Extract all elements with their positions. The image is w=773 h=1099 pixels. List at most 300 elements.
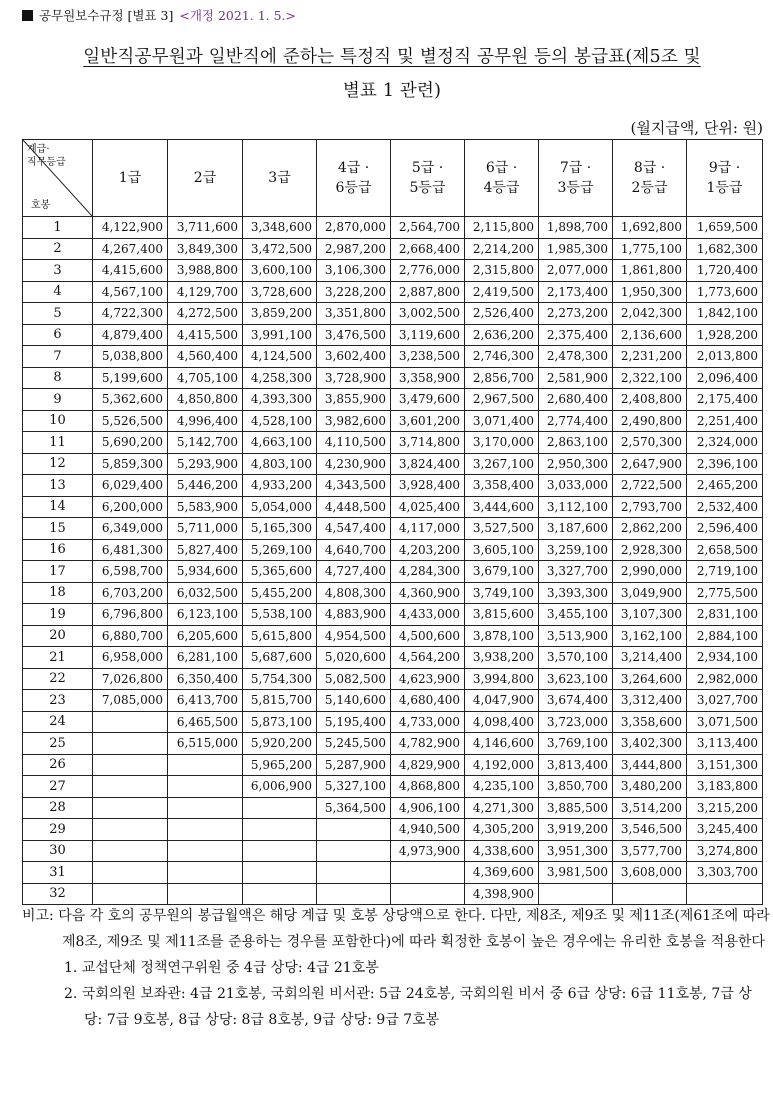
salary-cell: 1,773,600 [687,281,763,303]
step-cell: 6 [23,324,93,346]
table-row [23,324,763,346]
salary-cell: 5,362,600 [93,389,168,411]
salary-cell: 6,413,700 [168,690,243,712]
salary-cell: 3,728,600 [243,281,317,303]
salary-cell [317,883,391,905]
salary-cell: 4,680,400 [391,690,465,712]
salary-cell: 3,815,600 [465,604,539,626]
salary-cell: 4,272,500 [168,303,243,325]
salary-cell: 3,991,100 [243,324,317,346]
table-row [23,281,763,303]
salary-cell [687,883,763,905]
salary-cell: 4,954,500 [317,625,391,647]
salary-cell: 4,393,300 [243,389,317,411]
salary-cell: 5,615,800 [243,625,317,647]
salary-cell: 3,601,200 [391,410,465,432]
salary-cell: 4,305,200 [465,819,539,841]
table-row [23,840,763,862]
salary-cell: 3,444,600 [465,496,539,518]
salary-cell: 2,719,100 [687,561,763,583]
salary-cell: 5,690,200 [93,432,168,454]
step-cell: 14 [23,496,93,518]
salary-cell: 3,859,200 [243,303,317,325]
salary-cell: 3,071,500 [687,711,763,733]
salary-cell: 5,199,600 [93,367,168,389]
salary-cell: 4,122,900 [93,217,168,239]
salary-cell: 3,112,100 [539,496,613,518]
salary-cell: 5,711,000 [168,518,243,540]
salary-cell: 4,448,500 [317,496,391,518]
salary-cell [93,883,168,905]
salary-cell [317,840,391,862]
salary-cell: 4,415,600 [93,260,168,282]
column-header: 7급 · 3등급 [539,140,613,217]
table-row [23,862,763,884]
salary-cell: 4,808,300 [317,582,391,604]
salary-cell: 1,692,800 [613,217,687,239]
step-cell: 12 [23,453,93,475]
salary-cell: 3,514,200 [613,797,687,819]
salary-cell: 4,117,000 [391,518,465,540]
salary-cell: 5,142,700 [168,432,243,454]
salary-cell: 2,870,000 [317,217,391,239]
salary-cell: 2,967,500 [465,389,539,411]
salary-cell: 5,364,500 [317,797,391,819]
salary-cell: 4,192,000 [465,754,539,776]
salary-cell: 2,884,100 [687,625,763,647]
salary-cell: 5,082,500 [317,668,391,690]
amendment-note: <개정 2021. 1. 5.> [179,8,296,23]
step-cell: 16 [23,539,93,561]
salary-cell: 6,006,900 [243,776,317,798]
salary-cell: 2,746,300 [465,346,539,368]
salary-cell: 4,415,500 [168,324,243,346]
salary-cell: 4,547,400 [317,518,391,540]
step-cell: 25 [23,733,93,755]
salary-cell: 4,203,200 [391,539,465,561]
salary-cell: 2,793,700 [613,496,687,518]
salary-cell: 3,049,900 [613,582,687,604]
salary-cell: 6,465,500 [168,711,243,733]
salary-cell [317,819,391,841]
salary-cell: 3,928,400 [391,475,465,497]
salary-cell: 2,077,000 [539,260,613,282]
salary-cell: 3,358,900 [391,367,465,389]
table-row [23,604,763,626]
salary-cell: 1,720,400 [687,260,763,282]
step-cell: 1 [23,217,93,239]
salary-cell: 4,343,500 [317,475,391,497]
salary-cell: 4,940,500 [391,819,465,841]
salary-cell: 4,433,000 [391,604,465,626]
column-header: 2급 [168,140,243,217]
note-item-1: 1. 교섭단체 정책연구위원 중 4급 상당: 4급 21호봉 [64,960,379,976]
salary-cell: 2,982,000 [687,668,763,690]
salary-cell: 3,183,800 [687,776,763,798]
salary-cell: 2,478,300 [539,346,613,368]
salary-cell: 3,027,700 [687,690,763,712]
salary-cell [93,840,168,862]
salary-cell [168,776,243,798]
table-row [23,410,763,432]
salary-cell: 1,861,800 [613,260,687,282]
salary-cell: 6,958,000 [93,647,168,669]
salary-cell: 3,472,500 [243,238,317,260]
salary-cell [539,883,613,905]
remark-text: 비고: 다음 각 호의 공무원의 봉급월액은 해당 계급 및 호봉 상당액으로 한다. 다만, 제8조, 제9조 및 제11조(제61조에 따라 제8조, 제9조 및 제11조를 준용하는 경우를 포함한다)에 따라 획정한 호봉이 높은 경우에는 유리한 호봉을 적용한다 [22,908,770,950]
salary-cell [93,776,168,798]
salary-cell: 5,873,100 [243,711,317,733]
salary-cell: 3,527,500 [465,518,539,540]
salary-cell: 5,269,100 [243,539,317,561]
salary-cell [168,862,243,884]
salary-cell: 4,146,600 [465,733,539,755]
salary-cell: 5,245,500 [317,733,391,755]
salary-cell: 2,831,100 [687,604,763,626]
salary-cell: 4,803,100 [243,453,317,475]
salary-cell: 3,259,100 [539,539,613,561]
salary-cell: 3,982,600 [317,410,391,432]
salary-cell: 4,230,900 [317,453,391,475]
salary-cell: 4,235,100 [465,776,539,798]
salary-cell: 3,393,300 [539,582,613,604]
salary-cell: 5,446,200 [168,475,243,497]
step-cell: 19 [23,604,93,626]
salary-cell: 3,348,600 [243,217,317,239]
page-title [22,40,762,108]
salary-cell: 4,705,100 [168,367,243,389]
salary-cell [93,711,168,733]
column-header: 1급 [93,140,168,217]
salary-cell: 1,842,100 [687,303,763,325]
salary-cell: 3,608,000 [613,862,687,884]
salary-cell: 2,408,800 [613,389,687,411]
salary-cell: 3,215,200 [687,797,763,819]
salary-cell: 3,170,000 [465,432,539,454]
salary-cell: 3,119,600 [391,324,465,346]
salary-cell: 3,358,400 [465,475,539,497]
table-row [23,217,763,239]
table-row [23,883,763,905]
salary-cell: 4,727,400 [317,561,391,583]
step-cell: 10 [23,410,93,432]
salary-cell: 5,827,400 [168,539,243,561]
salary-cell: 3,267,100 [465,453,539,475]
salary-cell [168,797,243,819]
salary-cell: 4,733,000 [391,711,465,733]
salary-cell: 2,136,600 [613,324,687,346]
salary-cell: 2,231,200 [613,346,687,368]
table-header-row [23,140,763,217]
salary-cell [93,754,168,776]
salary-cell: 3,674,400 [539,690,613,712]
table-row [23,819,763,841]
salary-cell: 2,532,400 [687,496,763,518]
salary-cell: 2,668,400 [391,238,465,260]
salary-cell: 3,312,400 [613,690,687,712]
step-cell: 20 [23,625,93,647]
table-row [23,539,763,561]
step-cell: 7 [23,346,93,368]
salary-cell: 6,281,100 [168,647,243,669]
salary-table [22,139,763,905]
salary-cell: 7,026,800 [93,668,168,690]
salary-cell: 2,396,100 [687,453,763,475]
step-cell: 15 [23,518,93,540]
salary-cell: 1,775,100 [613,238,687,260]
salary-cell: 2,775,500 [687,582,763,604]
salary-cell: 4,338,600 [465,840,539,862]
salary-cell: 3,002,500 [391,303,465,325]
step-cell: 24 [23,711,93,733]
salary-cell: 5,287,900 [317,754,391,776]
salary-cell: 1,682,300 [687,238,763,260]
table-row [23,475,763,497]
salary-cell: 5,965,200 [243,754,317,776]
salary-cell: 2,658,500 [687,539,763,561]
salary-cell: 2,251,400 [687,410,763,432]
salary-cell [391,862,465,884]
salary-cell: 5,859,300 [93,453,168,475]
salary-cell: 2,887,800 [391,281,465,303]
salary-cell: 4,829,900 [391,754,465,776]
salary-cell: 5,754,300 [243,668,317,690]
title-line-1: 일반직공무원과 일반직에 준하는 특정직 및 별정직 공무원 등의 봉급표(제5조 및 [83,47,701,67]
step-cell: 9 [23,389,93,411]
salary-cell: 4,284,300 [391,561,465,583]
salary-cell: 3,878,100 [465,625,539,647]
salary-cell: 3,444,800 [613,754,687,776]
salary-cell: 3,623,100 [539,668,613,690]
salary-cell: 4,850,800 [168,389,243,411]
step-cell: 8 [23,367,93,389]
salary-cell: 4,500,600 [391,625,465,647]
salary-cell: 6,796,800 [93,604,168,626]
salary-cell: 2,856,700 [465,367,539,389]
salary-cell: 1,985,300 [539,238,613,260]
salary-cell: 2,465,200 [687,475,763,497]
salary-cell: 4,883,900 [317,604,391,626]
salary-cell: 2,322,100 [613,367,687,389]
table-row [23,582,763,604]
salary-cell: 3,162,100 [613,625,687,647]
table-row [23,561,763,583]
salary-cell: 3,824,400 [391,453,465,475]
salary-cell: 3,749,100 [465,582,539,604]
salary-cell: 4,369,600 [465,862,539,884]
salary-cell: 3,033,000 [539,475,613,497]
salary-cell: 4,360,900 [391,582,465,604]
salary-cell: 6,032,500 [168,582,243,604]
salary-cell: 3,151,300 [687,754,763,776]
table-row [23,389,763,411]
salary-cell: 3,994,800 [465,668,539,690]
salary-cell: 6,481,300 [93,539,168,561]
salary-cell: 2,375,400 [539,324,613,346]
salary-cell [243,883,317,905]
salary-cell: 1,950,300 [613,281,687,303]
salary-cell [391,883,465,905]
salary-cell: 2,934,100 [687,647,763,669]
salary-cell [317,862,391,884]
column-header: 9급 · 1등급 [687,140,763,217]
salary-cell [93,819,168,841]
table-row [23,690,763,712]
salary-cell: 4,640,700 [317,539,391,561]
salary-cell: 3,813,400 [539,754,613,776]
salary-cell: 2,175,400 [687,389,763,411]
salary-cell: 2,950,300 [539,453,613,475]
salary-cell: 1,659,500 [687,217,763,239]
salary-cell: 2,564,700 [391,217,465,239]
salary-cell: 3,951,300 [539,840,613,862]
salary-cell: 2,987,200 [317,238,391,260]
salary-cell: 2,490,800 [613,410,687,432]
unit-note: (월지급액, 단위: 원) [630,119,763,137]
table-row [23,367,763,389]
salary-cell: 5,455,200 [243,582,317,604]
table-row [23,496,763,518]
salary-cell: 6,205,600 [168,625,243,647]
salary-cell: 5,038,800 [93,346,168,368]
step-cell: 30 [23,840,93,862]
salary-cell: 3,605,100 [465,539,539,561]
salary-cell: 2,273,200 [539,303,613,325]
step-cell: 5 [23,303,93,325]
salary-cell: 4,025,400 [391,496,465,518]
salary-cell: 2,526,400 [465,303,539,325]
salary-cell: 4,868,800 [391,776,465,798]
table-row [23,733,763,755]
step-cell: 23 [23,690,93,712]
salary-cell: 2,324,000 [687,432,763,454]
salary-cell: 3,228,200 [317,281,391,303]
salary-cell [243,862,317,884]
salary-cell: 4,110,500 [317,432,391,454]
salary-cell [243,840,317,862]
salary-cell: 5,920,200 [243,733,317,755]
salary-cell: 6,880,700 [93,625,168,647]
salary-cell: 2,680,400 [539,389,613,411]
salary-cell [243,819,317,841]
salary-cell: 3,113,400 [687,733,763,755]
salary-cell: 4,782,900 [391,733,465,755]
salary-cell: 3,714,800 [391,432,465,454]
salary-cell: 5,815,700 [243,690,317,712]
salary-cell: 5,526,500 [93,410,168,432]
salary-cell: 6,123,100 [168,604,243,626]
salary-cell: 4,560,400 [168,346,243,368]
salary-cell: 3,919,200 [539,819,613,841]
salary-cell: 5,365,600 [243,561,317,583]
salary-cell: 3,602,400 [317,346,391,368]
salary-cell: 4,258,300 [243,367,317,389]
salary-cell: 4,528,100 [243,410,317,432]
salary-cell: 4,047,900 [465,690,539,712]
salary-cell: 4,098,400 [465,711,539,733]
step-cell: 28 [23,797,93,819]
salary-cell: 3,769,100 [539,733,613,755]
salary-cell: 3,479,600 [391,389,465,411]
column-header: 5급 · 5등급 [391,140,465,217]
step-cell: 26 [23,754,93,776]
salary-cell: 4,124,500 [243,346,317,368]
step-cell: 4 [23,281,93,303]
salary-cell: 5,195,400 [317,711,391,733]
step-cell: 29 [23,819,93,841]
corner-header-cell [23,140,93,217]
salary-cell: 2,570,300 [613,432,687,454]
step-cell: 13 [23,475,93,497]
table-row [23,754,763,776]
salary-cell: 3,187,600 [539,518,613,540]
salary-cell: 3,885,500 [539,797,613,819]
salary-cell: 7,085,000 [93,690,168,712]
table-row [23,260,763,282]
step-cell: 18 [23,582,93,604]
salary-cell: 1,928,200 [687,324,763,346]
salary-cell: 5,327,100 [317,776,391,798]
table-row [23,647,763,669]
salary-cell: 5,687,600 [243,647,317,669]
step-cell: 11 [23,432,93,454]
salary-cell [168,754,243,776]
salary-cell: 3,480,200 [613,776,687,798]
salary-cell [93,733,168,755]
step-cell: 3 [23,260,93,282]
table-row [23,797,763,819]
salary-cell: 4,906,100 [391,797,465,819]
salary-cell: 4,271,300 [465,797,539,819]
salary-cell: 3,274,800 [687,840,763,862]
salary-cell: 3,981,500 [539,862,613,884]
salary-cell: 6,515,000 [168,733,243,755]
salary-cell: 3,303,700 [687,862,763,884]
salary-cell: 4,623,900 [391,668,465,690]
table-row [23,518,763,540]
corner-top-label: 계급· 직무등급 [27,144,66,168]
salary-cell: 3,327,700 [539,561,613,583]
salary-cell: 5,020,600 [317,647,391,669]
step-cell: 27 [23,776,93,798]
salary-cell: 4,129,700 [168,281,243,303]
salary-cell: 3,723,000 [539,711,613,733]
salary-cell: 2,013,800 [687,346,763,368]
salary-cell: 2,042,300 [613,303,687,325]
column-header: 4급 · 6등급 [317,140,391,217]
salary-cell: 3,600,100 [243,260,317,282]
salary-cell: 3,711,600 [168,217,243,239]
salary-cell: 3,245,400 [687,819,763,841]
salary-cell: 3,106,300 [317,260,391,282]
salary-cell: 2,863,100 [539,432,613,454]
table-row [23,625,763,647]
salary-cell: 4,722,300 [93,303,168,325]
column-header: 8급 · 2등급 [613,140,687,217]
salary-cell: 3,238,500 [391,346,465,368]
salary-cell: 3,264,600 [613,668,687,690]
salary-cell: 2,596,400 [687,518,763,540]
salary-cell: 3,476,500 [317,324,391,346]
salary-cell: 5,538,100 [243,604,317,626]
salary-cell: 2,776,000 [391,260,465,282]
salary-cell: 5,165,300 [243,518,317,540]
salary-cell: 6,200,000 [93,496,168,518]
salary-cell: 4,879,400 [93,324,168,346]
salary-cell: 2,096,400 [687,367,763,389]
header-label: 공무원보수규정 [별표 3] [39,8,174,23]
salary-cell: 3,402,300 [613,733,687,755]
